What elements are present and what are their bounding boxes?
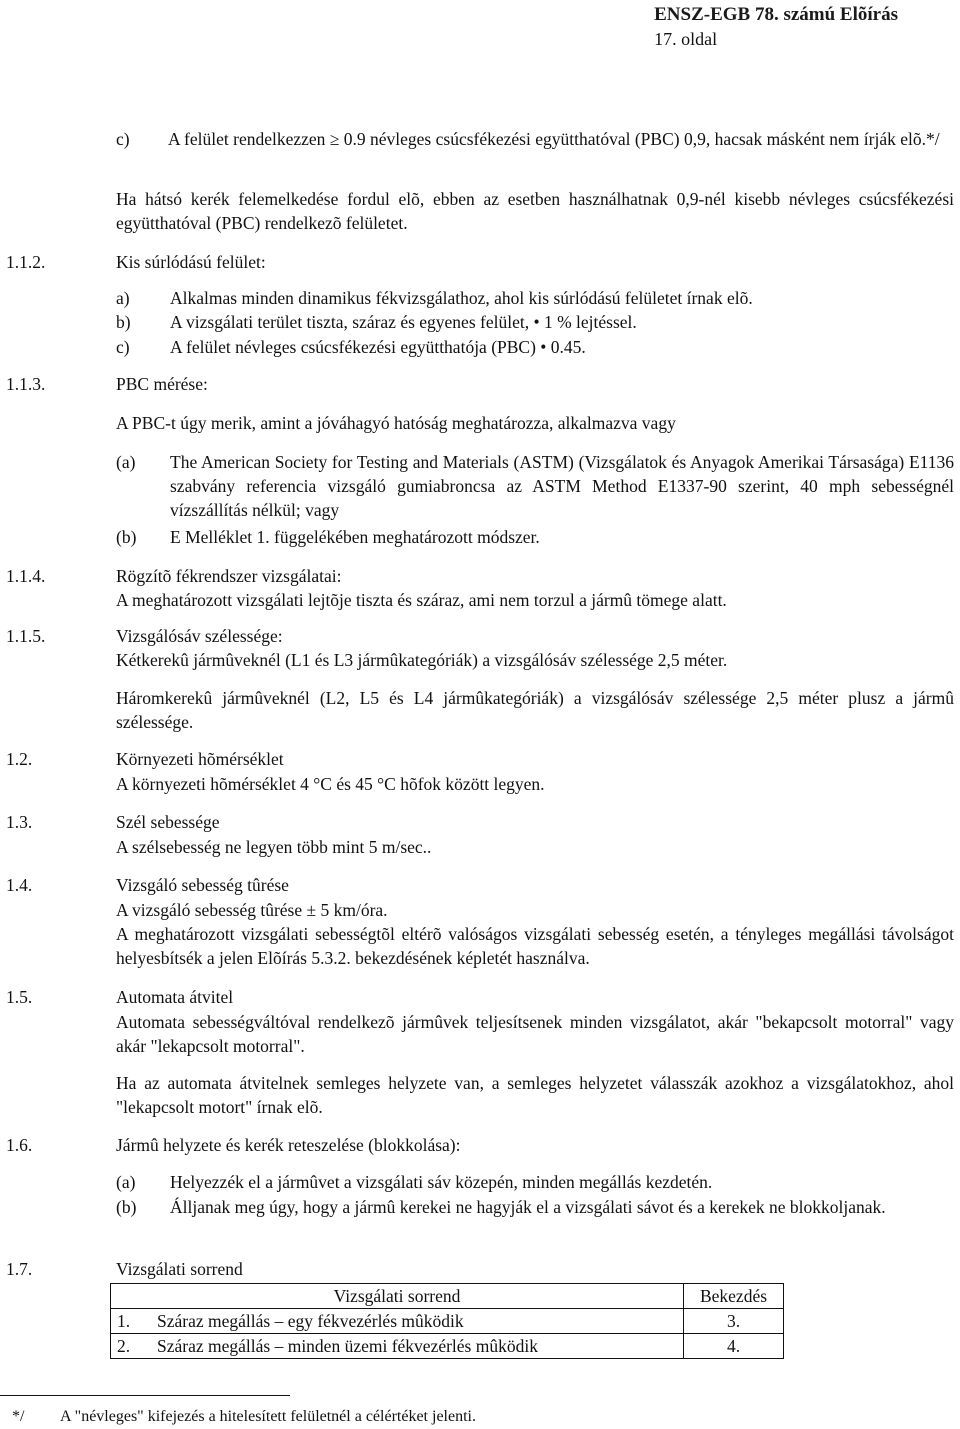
list-item: A felület névleges csúcsfékezési együtthatója (PBC) • 0.45. bbox=[170, 337, 586, 357]
page-header bbox=[654, 2, 898, 52]
section-title-1-7: Vizsgálati sorrend bbox=[116, 1259, 243, 1279]
footnote-mark: */ bbox=[12, 1408, 25, 1425]
section-title-1-5: Automata átvitel bbox=[116, 987, 234, 1007]
row-text: Száraz megállás – egy fékvezérlés mûködik bbox=[157, 1311, 464, 1331]
c-item-note: Ha hátsó kerék felemelkedése fordul elõ, ebben az esetben használhatnak 0,9-nél kisebb névleges csúcsfékezési együtthatóval (PBC) rendelkezõ felületet. bbox=[116, 189, 954, 233]
table-row bbox=[111, 1309, 784, 1334]
section-title-1-1-2: Kis súrlódású felület: bbox=[116, 252, 266, 272]
section-number-1-4: 1.4. bbox=[6, 875, 33, 895]
footnote-text: A "névleges" kifejezés a hitelesített felületnél a célértéket jelenti. bbox=[60, 1408, 476, 1425]
section-number-1-1-4: 1.1.4. bbox=[6, 566, 46, 586]
table-cell bbox=[111, 1334, 684, 1359]
list-item: Alkalmas minden dinamikus fékvizsgálathoz, ahol kis súrlódású felületet írnak elõ. bbox=[170, 288, 753, 308]
list-label: (b) bbox=[116, 527, 137, 547]
list-label: (b) bbox=[116, 1197, 137, 1217]
table-header: Bekezdés bbox=[684, 1284, 784, 1309]
table-header: Vizsgálati sorrend bbox=[111, 1284, 684, 1309]
section-number-1-1-5: 1.1.5. bbox=[6, 626, 46, 646]
page-number: 17. oldal bbox=[654, 29, 718, 49]
list-label: c) bbox=[116, 337, 130, 357]
table-header-row bbox=[111, 1284, 784, 1309]
section-number-1-7: 1.7. bbox=[6, 1259, 33, 1279]
list-item: A vizsgálati terület tiszta, száraz és egyenes felület, • 1 % lejtéssel. bbox=[170, 312, 637, 332]
regulation-title: ENSZ-EGB 78. számú Elõírás bbox=[654, 4, 898, 25]
section-number-1-5: 1.5. bbox=[6, 987, 33, 1007]
c-item-text: A felület rendelkezzen ≥ 0.9 névleges csúcsfékezési együtthatóval (PBC) 0,9, hacsak másként nem írják elõ.*/ bbox=[168, 129, 940, 149]
section-text-2: Ha az automata átvitelnek semleges helyzete van, a semleges helyzetet válasszák azokhoz a vizsgálatokhoz, ahol "lekapcsolt motort" írnak elõ. bbox=[116, 1073, 954, 1117]
section-text: Kétkerekû jármûveknél (L1 és L3 jármûkategóriák) a vizsgálósáv szélessége 2,5 méter. bbox=[116, 650, 728, 670]
c-item-label: c) bbox=[116, 129, 130, 149]
section-text: A vizsgáló sebesség tûrése ± 5 km/óra. bbox=[116, 900, 388, 920]
section-number-1-3: 1.3. bbox=[6, 812, 33, 832]
list-item: Álljanak meg úgy, hogy a jármû kerekei ne hagyják el a vizsgálati sávot és a kerekek ne blokkoljanak. bbox=[170, 1197, 886, 1217]
list-item: E Melléklet 1. függelékében meghatározott módszer. bbox=[170, 527, 540, 547]
section-text-2: A meghatározott vizsgálati sebességtõl eltérõ valóságos vizsgálati sebesség esetén, a tényleges megállási távolságot helyesbítsék a jelen Elõírás 5.3.2. bekezdésének képletét használva. bbox=[116, 924, 954, 968]
section-title-1-2: Környezeti hõmérséklet bbox=[116, 749, 284, 769]
footnote-separator bbox=[0, 1395, 290, 1396]
section-number-1-2: 1.2. bbox=[6, 749, 33, 769]
section-title-1-4: Vizsgáló sebesség tûrése bbox=[116, 875, 289, 895]
table-row bbox=[111, 1334, 784, 1359]
section-title-1-6: Jármû helyzete és kerék reteszelése (blokkolása): bbox=[116, 1135, 461, 1155]
section-text: A környezeti hõmérséklet 4 °C és 45 °C hõfok között legyen. bbox=[116, 774, 545, 794]
list-item: Helyezzék el a jármûvet a vizsgálati sáv közepén, minden megállás kezdetén. bbox=[170, 1172, 713, 1192]
list-label: (a) bbox=[116, 1172, 136, 1192]
c-item bbox=[116, 127, 954, 151]
row-text: Száraz megállás – minden üzemi fékvezérlés mûködik bbox=[157, 1336, 538, 1356]
list-label: (a) bbox=[116, 452, 136, 472]
row-number: 2. bbox=[117, 1336, 131, 1356]
section-number-1-1-2: 1.1.2. bbox=[6, 252, 46, 272]
list-label: b) bbox=[116, 312, 131, 332]
table-cell: 3. bbox=[684, 1309, 784, 1334]
section-text: A meghatározott vizsgálati lejtõje tiszta és száraz, ami nem torzul a jármû tömege alatt. bbox=[116, 590, 727, 610]
row-number: 1. bbox=[117, 1311, 131, 1331]
section-title-1-1-4: Rögzítõ fékrendszer vizsgálatai: bbox=[116, 566, 342, 586]
list-label: a) bbox=[116, 288, 130, 308]
section-text-2: Háromkerekû jármûveknél (L2, L5 és L4 jármûkategóriák) a vizsgálósáv szélessége 2,5 méter plusz a jármû szélessége. bbox=[116, 688, 954, 732]
section-intro: A PBC-t úgy merik, amint a jóváhagyó hatóság meghatározza, alkalmazva vagy bbox=[116, 413, 676, 433]
table-cell: 4. bbox=[684, 1334, 784, 1359]
section-title-1-1-3: PBC mérése: bbox=[116, 374, 208, 394]
section-title-1-3: Szél sebessége bbox=[116, 812, 220, 832]
list-item: The American Society for Testing and Materials (ASTM) (Vizsgálatok és Anyagok Amerikai Társasága) E1136 szabvány referencia vizsgáló gumiabroncsa az ASTM Method E1337-90 szerint, 40 mph sebességnél vízszállítás nélkül; vagy bbox=[170, 452, 954, 520]
section-text: Automata sebességváltóval rendelkezõ jármûvek teljesítsenek minden vizsgálatot, akár "bekapcsolt motorral" vagy akár "lekapcsolt motorral". bbox=[116, 1012, 954, 1056]
section-text: A szélsebesség ne legyen több mint 5 m/sec.. bbox=[116, 837, 432, 857]
test-sequence-table bbox=[110, 1283, 784, 1359]
section-number-1-6: 1.6. bbox=[6, 1135, 33, 1155]
table-cell bbox=[111, 1309, 684, 1334]
section-number-1-1-3: 1.1.3. bbox=[6, 374, 46, 394]
section-title-1-1-5: Vizsgálósáv szélessége: bbox=[116, 626, 283, 646]
